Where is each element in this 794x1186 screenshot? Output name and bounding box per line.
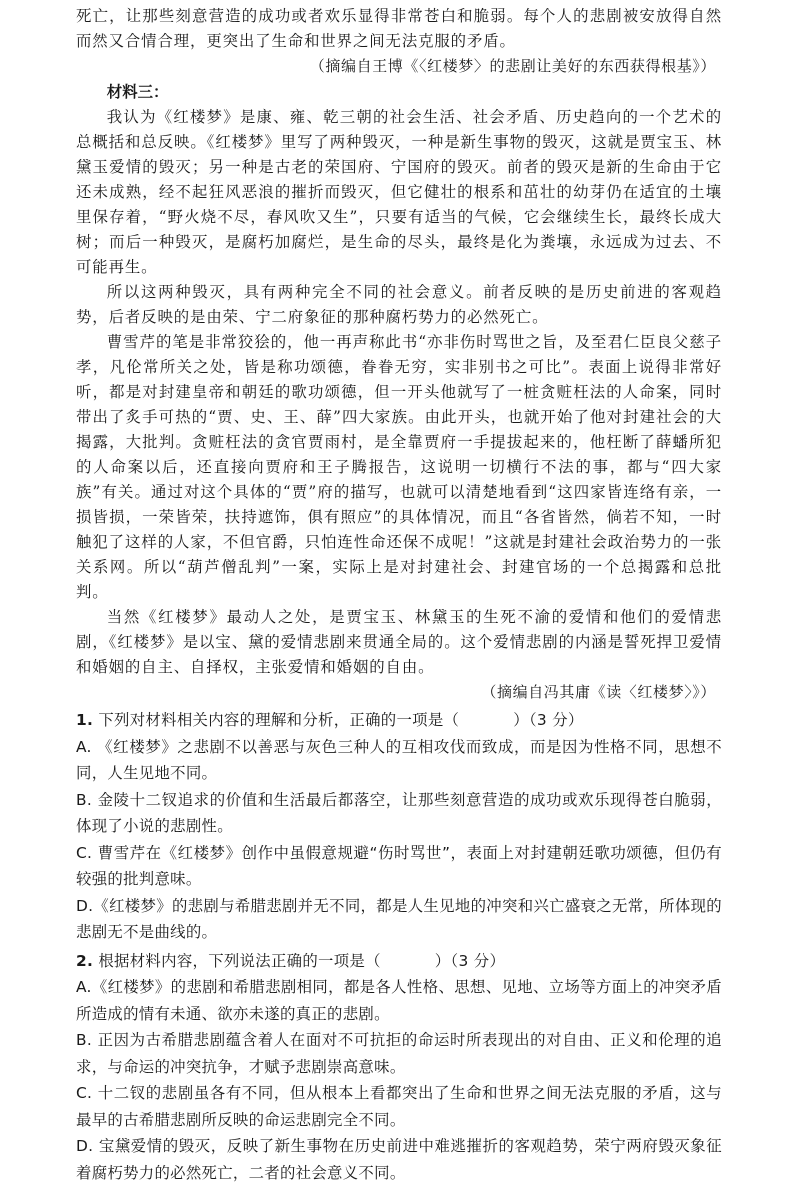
option-b: B. 金陵十二钗追求的价值和生活最后都落空，让那些刻意营造的成功或欢乐现得苍白脆弱，体现了小说的悲剧性。 xyxy=(76,787,722,840)
option-c: C. 十二钗的悲剧虽各有不同，但从根本上看都突出了生命和世界之间无法克服的矛盾，这与最早的古希腊悲剧所反映的命运悲剧完全不同。 xyxy=(76,1080,722,1133)
source-citation: （摘编自冯其庸《读〈红楼梦〉》） xyxy=(76,680,722,705)
option-a: A. 《红楼梦》之悲剧不以善恶与灰色三种人的互相攻伐而致成，而是因为性格不同，思想不同，人生见地不同。 xyxy=(76,734,722,787)
option-d: D. 宝黛爱情的毁灭，反映了新生事物在历史前进中难逃摧折的客观趋势，荣宁两府毁灭象征着腐朽势力的必然死亡，二者的社会意义不同。 xyxy=(76,1133,722,1186)
question-text: 下列对材料相关内容的理解和分析，正确的一项是（ xyxy=(98,711,459,729)
option-a: A.《红楼梦》的悲剧和希腊悲剧相同，都是各人性格、思想、见地、立场等方面上的冲突矛盾所造成的情有未通、欲亦未遂的真正的悲剧。 xyxy=(76,974,722,1027)
passage-paragraph: 曹雪芹的笔是非常狡狯的，他一再声称此书“亦非伤时骂世之旨，及至君仁臣良父慈子孝，凡伦常所关之处，皆是称功颂德，眷眷无穷，实非别书之可比”。表面上说得非常好听，都是对封建皇帝和朝廷的歌功颂德，但一开头他就写了一桩贪赃枉法的人命案，同时带出了炙手可热的“贾、史、王、薛”四大家族。由此开头，也就开始了他对封建社会的大揭露，大批判。贪赃枉法的贪官贾雨村，是全靠贾府一手提拔起来的，他枉断了薛蟠所犯的人命案以后，还直接向贾府和王子腾报告，这说明一切横行不法的事，都与“四大家族”有关。通过对这个具体的“贾”府的描写，也就可以清楚地看到“这四家皆连络有亲，一损皆损，一荣皆荣，扶持遮饰，俱有照应”的具体情况，而且“各省皆然，倘若不知，一时触犯了这样的人家，不但官爵，只怕连性命还保不成呢！”这就是封建社会政治势力的一张关系网。所以“葫芦僧乱判”一案，实际上是对封建社会、封建官场的一个总揭露和总批判。 xyxy=(76,330,722,605)
material-three xyxy=(76,79,722,705)
passage-paragraph: 当然《红楼梦》最动人之处，是贾宝玉、林黛玉的生死不渝的爱情和他们的爱情悲剧，《红楼梦》是以宝、黛的爱情悲剧来贯通全局的。这个爱情悲剧的内涵是誓死捍卫爱情和婚姻的自主、自择权，主张爱情和婚姻的自由。 xyxy=(76,605,722,680)
question-text: 根据材料内容，下列说法正确的一项是（ xyxy=(98,952,380,970)
question-number: 1. xyxy=(76,711,93,729)
option-c: C. 曹雪芹在《红楼梦》创作中虽假意规避“伤时骂世”，表面上对封建朝廷歌功颂德，但仍有较强的批判意味。 xyxy=(76,840,722,893)
source-citation: （摘编自王博《〈红楼梦〉的悲剧让美好的东西获得根基》） xyxy=(76,54,722,79)
option-b: B. 正因为古希腊悲剧蕴含着人在面对不可抗拒的命运时所表现出的对自由、正义和伦理的追求，与命运的冲突抗争，才赋予悲剧崇高意味。 xyxy=(76,1027,722,1080)
question-2 xyxy=(76,948,722,1186)
option-d: D.《红楼梦》的悲剧与希腊悲剧并无不同，都是人生见地的冲突和兴亡盛衰之无常，所体现的悲剧无不是曲线的。 xyxy=(76,893,722,946)
questions-section xyxy=(76,707,722,1186)
question-1 xyxy=(76,707,722,946)
material-two-tail xyxy=(76,4,722,79)
question-number: 2. xyxy=(76,952,93,970)
passage-paragraph: 我认为《红楼梦》是康、雍、乾三朝的社会生活、社会矛盾、历史趋向的一个艺术的总概括和总反映。《红楼梦》里写了两种毁灭，一种是新生事物的毁灭，这就是贾宝玉、林黛玉爱情的毁灭；另一种是古老的荣国府、宁国府的毁灭。前者的毁灭是新的生命由于它还未成熟，经不起狂风恶浪的摧折而毁灭，但它健壮的根系和茁壮的幼芽仍在适宜的土壤里保存着，“野火烧不尽，春风吹又生”，只要有适当的气候，它会继续生长，最终长成大树；而后一种毁灭，是腐朽加腐烂，是生命的尽头，最终是化为粪壤，永远成为过去、不可能再生。 xyxy=(76,105,722,280)
question-stem xyxy=(76,948,722,975)
question-score: ）（3 分） xyxy=(513,711,583,729)
passage-paragraph: 所以这两种毁灭，具有两种完全不同的社会意义。前者反映的是历史前进的客观趋势，后者反映的是由荣、宁二府象征的那种腐朽势力的必然死亡。 xyxy=(76,280,722,330)
question-score: ）（3 分） xyxy=(435,952,505,970)
question-stem xyxy=(76,707,722,734)
material-heading: 材料三： xyxy=(76,79,722,105)
passage-paragraph: 死亡，让那些刻意营造的成功或者欢乐显得非常苍白和脆弱。每个人的悲剧被安放得自然而然又合情合理，更突出了生命和世界之间无法克服的矛盾。 xyxy=(76,4,722,54)
